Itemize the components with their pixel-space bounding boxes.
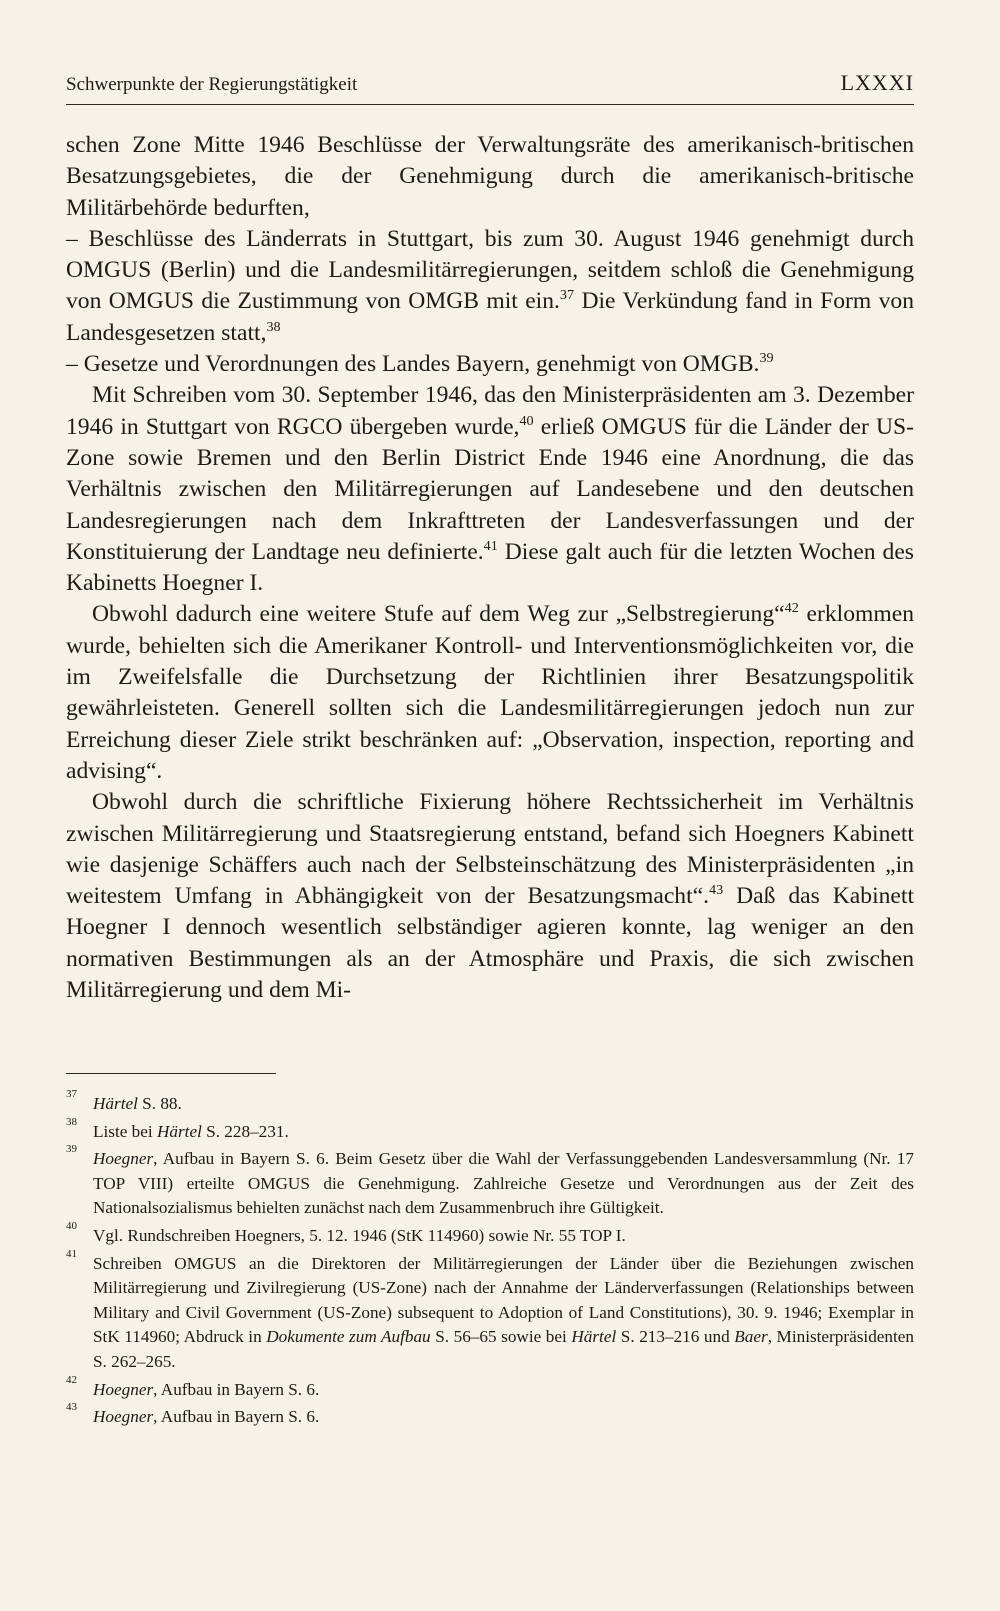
paragraph-4: Mit Schreiben vom 30. September 1946, das den Ministerpräsidenten am 3. Dezember 1946 in Stuttgart von RGCO übergeben wurde,$^{40}$ erließ OMGUS für die Länder der US-Zone sowie Bremen und den Berlin District Ende 1946 eine Anordnung, die das Verhältnis zwischen den Militärregierungen auf Landesebene und den deutschen Landesregierungen nach dem Inkrafttreten der Landesverfassungen und der Konstituierung der Landtage neu definierte.$^{41}$ Diese galt auch für die letzten Wochen des Kabinetts Hoegner I.: [66, 382, 915, 597]
footnote-ref-37: 37: [559, 287, 575, 304]
footnote-rule: [66, 1073, 276, 1074]
footnote-ref-39: 39: [759, 350, 774, 367]
header-rule: [66, 104, 914, 105]
running-title: Schwerpunkte der Regierungstätigkeit: [66, 74, 358, 95]
footnote-ref-41: 41: [483, 538, 498, 555]
footnote-37: 37 Härtel S. 88.: [66, 1088, 182, 1113]
paragraph-3: – Gesetze und Verordnungen des Landes Bayern, genehmigt von OMGB.$^{39}$: [66, 350, 774, 378]
footnote-43: 43 Hoegner, Aufbau in Bayern S. 6.: [66, 1401, 320, 1427]
footnote-40: 40 Vgl. Rundschreiben Hoegners, 5. 12. 1946 (StK 114960) sowie Nr. 55 TOP I.: [66, 1219, 626, 1245]
footnote-ref-40: 40: [519, 412, 534, 429]
footnote-ref-42: 42: [784, 600, 799, 617]
footnote-38: 38 Liste bei Härtel S. 228–231.: [66, 1115, 289, 1141]
footnote-ref-38: 38: [266, 319, 281, 336]
paragraph-6: Obwohl durch die schriftliche Fixierung höhere Rechtssicherheit im Verhältnis zwischen Militärregierung und Staatsregierung entstand, befand sich Hoegners Kabinett wie dasjenige Schäffers auch nach der Selbsteinschätzung des Ministerpräsidenten „in weitestem Umfang in Abhängigkeit von der Besatzungsmacht“.$^{43}$ Daß das Kabinett Hoegner I dennoch wesentlich selbständiger agieren konnte, lag weniger an den normativen Bestimmungen als an der Atmosphäre und Praxis, die sich zwischen Militärregierung und dem Mi-: [66, 789, 914, 1004]
footnotes: [66, 1088, 915, 1433]
footnote-41: 41 Schreiben OMGUS an die Direktoren der Militärregierungen der Länder über die Beziehungen zwischen Militärregierung und Zivilregierung (US-Zone) nach der Annahme der Länderverfassungen (Relationships between Military and Civil Government (US-Zone) subsequent to Adoption of Land Constitutions), 30. 9. 1946; Exemplar in StK 114960; Abdruck in Dokumente zum Aufbau S. 56–65 sowie bei Härtel S. 213–216 und Baer, Ministerpräsidenten S. 262–265.: [66, 1247, 915, 1371]
page-header: [66, 70, 914, 96]
footnote-ref-43: 43: [709, 882, 724, 899]
paragraph-5: Obwohl dadurch eine weitere Stufe auf dem Weg zur „Selbstregierung“$^{42}$ erklommen wurde, behielten sich die Amerikaner Kontroll- und Interventionsmöglichkeiten vor, die im Zweifelsfalle die Durchsetzung der Richtlinien ihrer Besatzungspolitik gewährleisteten. Generell sollten sich die Landesmilitärregierungen jedoch nun zur Erreichung dieser Ziele strikt beschränken auf: „Observation, inspection, reporting and advising“.: [66, 600, 914, 784]
page-number: LXXXI: [840, 70, 914, 95]
body-text: [66, 130, 914, 1006]
paragraph-2: – Beschlüsse des Länderrats in Stuttgart, bis zum 30. August 1946 genehmigt durch OMGUS (Berlin) und die Landesmilitärregierungen, seitdem schloß die Genehmigung von OMGUS die Zustimmung von OMGB mit ein.$^{37}$ Die Verkündung fand in Form von Landesgesetzen statt,$^{38}$: [66, 225, 915, 346]
paragraph-1: schen Zone Mitte 1946 Beschlüsse der Verwaltungsräte des amerikanisch-britischen Besatzungsgebietes, die der Genehmigung durch die amerikanisch-britische Militärbehörde bedurften,: [66, 132, 914, 221]
footnote-39: 39 Hoegner, Aufbau in Bayern S. 6. Beim Gesetz über die Wahl der Verfassunggebenden Landesversammlung (Nr. 17 TOP VIII) erteilte OMGUS die Genehmigung. Zahlreiche Gesetze und Verordnungen aus der Zeit des Nationalsozialismus behielten zunächst nach dem Zusammenbruch ihre Gültigkeit.: [66, 1143, 914, 1218]
footnote-42: 42 Hoegner, Aufbau in Bayern S. 6.: [66, 1373, 320, 1399]
